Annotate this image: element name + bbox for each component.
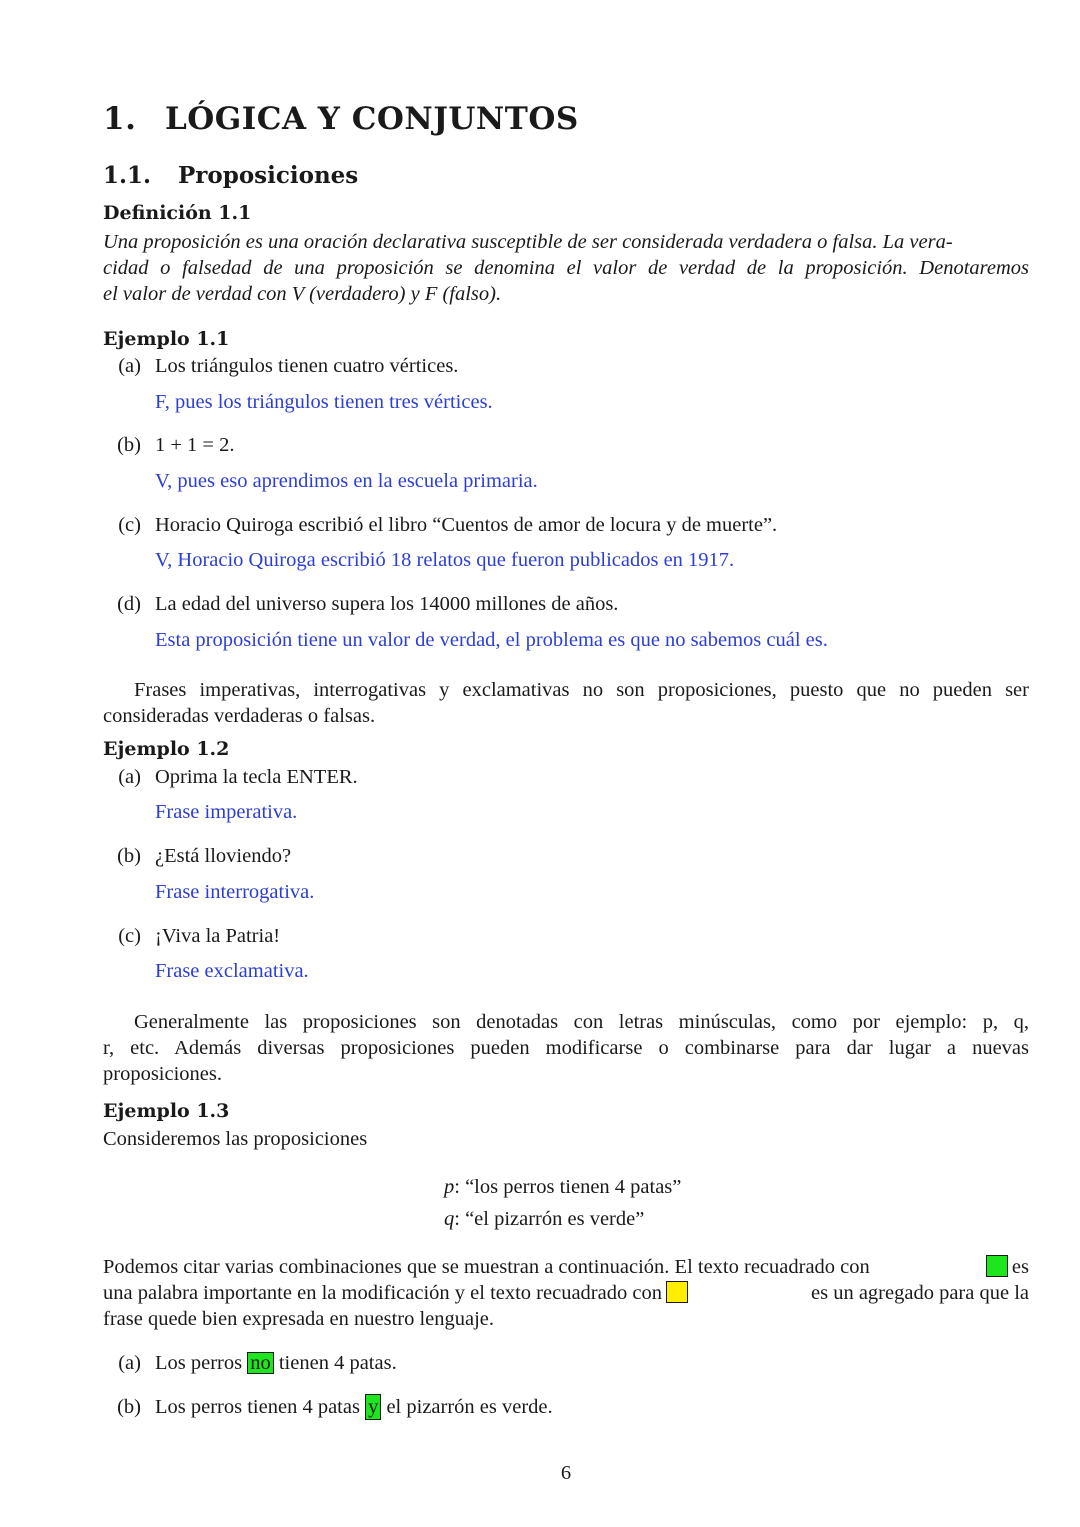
paragraph-3-text-d: es un agregado para que la	[811, 1282, 1029, 1304]
item-tag: (a)	[118, 1352, 141, 1374]
green-boxed-word: no	[247, 1352, 274, 1374]
paragraph-2-line-3: proposiciones.	[103, 1063, 222, 1085]
item-text: ¿Está lloviendo?	[155, 845, 292, 867]
paragraph-3-line-1	[103, 1254, 1029, 1280]
example-2-item-a	[103, 764, 358, 790]
combination-item-b	[103, 1394, 553, 1420]
item-text: ¡Viva la Patria!	[155, 925, 281, 947]
example-3-label: Ejemplo 1.3	[103, 1100, 230, 1122]
item-tag: (c)	[118, 925, 141, 947]
paragraph-2-line-2: r, etc. Además diversas proposiciones pueden modificarse o combinarse para dar lugar a nuevas	[103, 1037, 1029, 1059]
section-number: 1.1.	[103, 162, 152, 189]
chapter-heading	[103, 101, 579, 137]
page-number: 6	[560, 1462, 572, 1484]
example-1-item-d	[103, 591, 618, 617]
combo-before: Los perros tienen 4 patas	[155, 1396, 360, 1418]
item-text: 1 + 1 = 2.	[155, 434, 235, 456]
example-1-answer-c: V, Horacio Quiroga escribió 18 relatos que fueron publicados en 1917.	[155, 549, 735, 571]
example-2-answer-a: Frase imperativa.	[155, 801, 298, 823]
item-text: Oprima la tecla ENTER.	[155, 766, 358, 788]
proposition-q	[444, 1206, 644, 1232]
example-2-answer-c: Frase exclamativa.	[155, 960, 309, 982]
proposition-p-text: : “los perros tienen 4 patas”	[454, 1176, 682, 1198]
paragraph-3-text-c	[103, 1280, 692, 1306]
item-tag: (a)	[118, 355, 141, 377]
item-tag: (a)	[118, 766, 141, 788]
paragraph-3-text-a: Podemos citar varias combinaciones que se muestran a continuación. El texto recuadrado con	[103, 1256, 870, 1278]
example-1-item-a	[103, 353, 458, 379]
example-1-answer-a: F, pues los triángulos tienen tres vértices.	[155, 391, 493, 413]
paragraph-1-line-2: consideradas verdaderas o falsas.	[103, 705, 376, 727]
green-box-icon	[986, 1255, 1008, 1277]
proposition-p-variable: p	[444, 1176, 455, 1198]
yellow-box-icon	[666, 1281, 688, 1303]
proposition-p	[444, 1174, 681, 1200]
example-2-answer-b: Frase interrogativa.	[155, 881, 315, 903]
item-tag: (d)	[117, 593, 141, 615]
definition-line-3: el valor de verdad con V (verdadero) y F (falso).	[103, 283, 502, 305]
example-2-label: Ejemplo 1.2	[103, 738, 230, 760]
combo-after: el pizarrón es verde.	[386, 1396, 553, 1418]
paragraph-3-text-c-body: una palabra importante en la modificación y el texto recuadrado con	[103, 1282, 662, 1304]
example-1-answer-d: Esta proposición tiene un valor de verdad, el problema es que no sabemos cuál es.	[155, 629, 828, 651]
combination-item-a	[103, 1350, 397, 1376]
item-tag: (b)	[117, 1396, 141, 1418]
example-1-item-b	[103, 432, 235, 458]
definition-line-1: Una proposición es una oración declarativa susceptible de ser considerada verdadera o falsa. La vera-	[103, 231, 953, 253]
paragraph-2-line-1: Generalmente las proposiciones son denotadas con letras minúsculas, como por ejemplo: p, q,	[134, 1011, 1029, 1033]
item-text: Los triángulos tienen cuatro vértices.	[155, 355, 459, 377]
paragraph-3-line-2	[103, 1280, 1029, 1306]
example-1-answer-b: V, pues eso aprendimos en la escuela primaria.	[155, 470, 538, 492]
example-2-item-c	[103, 923, 280, 949]
example-2-item-b	[103, 843, 291, 869]
item-text: La edad del universo supera los 14000 millones de años.	[155, 593, 619, 615]
example-3-intro: Consideremos las proposiciones	[103, 1128, 368, 1150]
example-1-label: Ejemplo 1.1	[103, 328, 230, 350]
section-title: Proposiciones	[178, 162, 359, 189]
proposition-q-text: : “el pizarrón es verde”	[454, 1208, 645, 1230]
chapter-number: 1.	[103, 101, 137, 137]
green-boxed-word: y	[365, 1394, 381, 1420]
item-tag: (c)	[118, 514, 141, 536]
paragraph-3-end-a	[982, 1254, 1029, 1280]
example-1-item-c	[103, 512, 777, 538]
combo-after: tienen 4 patas.	[278, 1352, 397, 1374]
section-heading	[103, 162, 358, 189]
paragraph-3-line-3: frase quede bien expresada en nuestro lenguaje.	[103, 1308, 495, 1330]
definition-label: Definición 1.1	[103, 202, 252, 224]
paragraph-3-text-b: es	[1011, 1256, 1029, 1278]
item-tag: (b)	[117, 434, 141, 456]
paragraph-1-line-1: Frases imperativas, interrogativas y exclamativas no son proposiciones, puesto que no pueden ser	[134, 679, 1029, 701]
item-tag: (b)	[117, 845, 141, 867]
combo-before: Los perros	[155, 1352, 243, 1374]
item-text: Horacio Quiroga escribió el libro “Cuentos de amor de locura y de muerte”.	[155, 514, 778, 536]
definition-line-2: cidad o falsedad de una proposición se denomina el valor de verdad de la proposición. Denotaremos	[103, 257, 1029, 279]
chapter-title: LÓGICA Y CONJUNTOS	[165, 101, 579, 137]
proposition-q-variable: q	[444, 1208, 455, 1230]
